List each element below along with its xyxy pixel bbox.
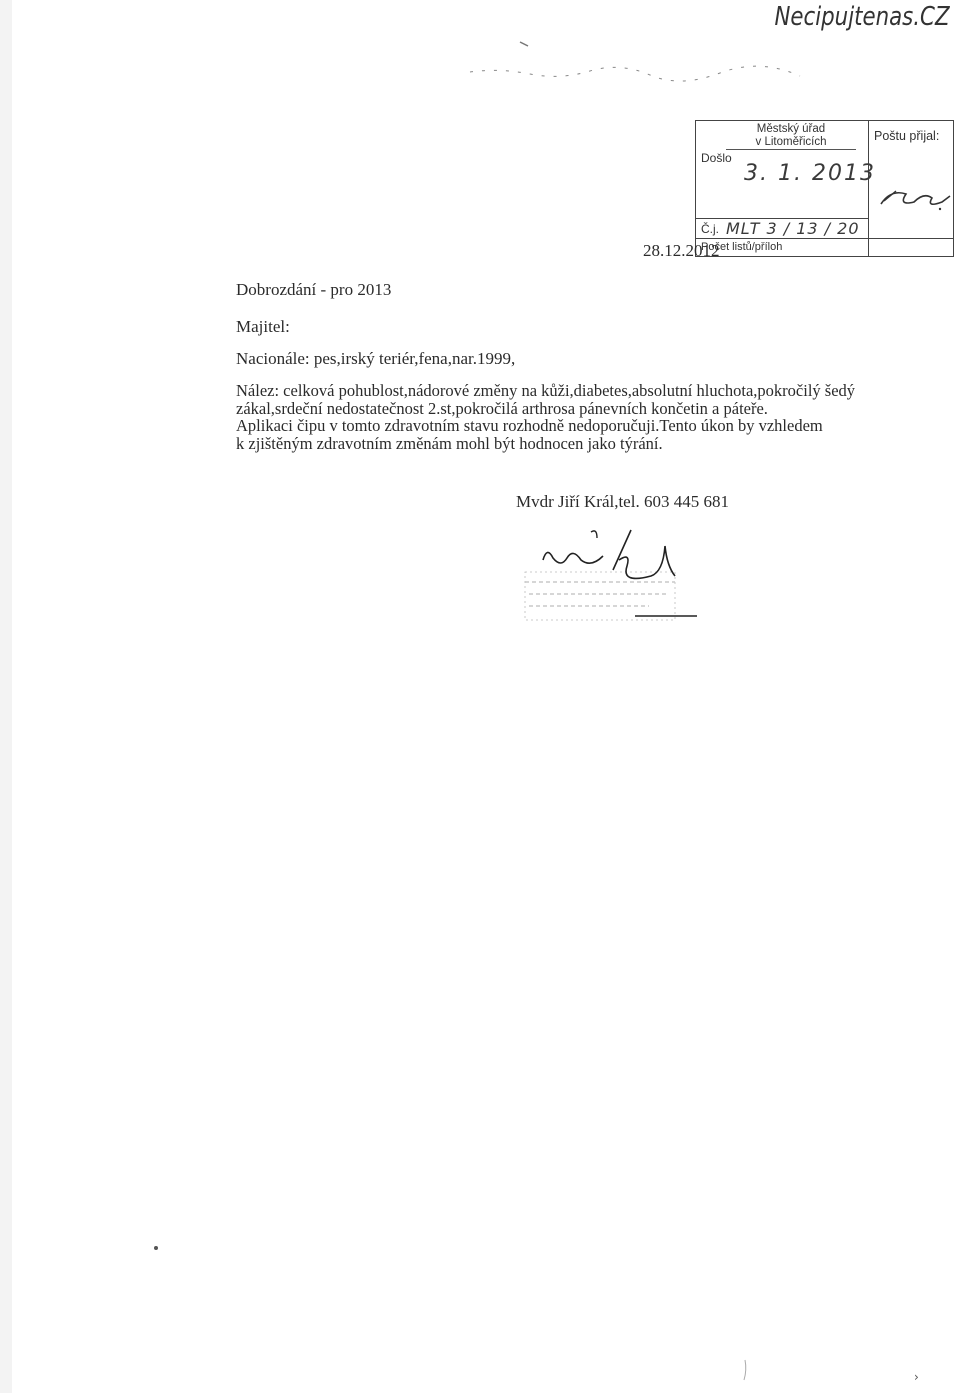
findings-paragraph bbox=[236, 382, 855, 452]
attachments-label: Počet listů/příloh bbox=[701, 241, 783, 253]
reference-number: MLT 3 / 13 / 20 bbox=[726, 219, 860, 238]
findings-line: Aplikaci čipu v tomto zdravotním stavu rozhodně nedoporučuji.Tento úkon by vzhledem bbox=[236, 416, 823, 435]
postman-label: Poštu přijal: bbox=[874, 129, 940, 143]
findings-line: zákal,srdeční nedostatečnost 2.st,pokročilá arthrosa pánevních končetin a páteře. bbox=[236, 398, 768, 418]
postman-signature-icon bbox=[876, 179, 951, 219]
signature-stamp bbox=[515, 520, 715, 630]
received-date: 3. 1. 2013 bbox=[744, 161, 876, 186]
registry-stamp bbox=[695, 120, 954, 257]
findings-line: k zjištěným zdravotním změnám mohl být hodnocen jako týrání. bbox=[236, 433, 663, 453]
reference-label: Č.j. bbox=[701, 222, 719, 236]
office-name: Městský úřad v Litoměřicích bbox=[755, 123, 827, 148]
received-label: Došlo bbox=[701, 151, 732, 165]
owner-label: Majitel: bbox=[236, 317, 290, 336]
svg-text:›: › bbox=[914, 1370, 919, 1384]
animal-details: Nacionále: pes,irský teriér,fena,nar.1999, bbox=[236, 349, 516, 368]
findings-line: Nález: celková pohublost,nádorové změny na kůži,diabetes,absolutní hluchota,pokročilý šedý bbox=[236, 381, 856, 400]
document-title: Dobrozdání - pro 2013 bbox=[236, 280, 392, 299]
veterinarian-contact: Mvdr Jiří Král,tel. 603 445 681 bbox=[516, 492, 729, 511]
document-date: 28.12.2012 bbox=[643, 241, 720, 260]
watermark-logo: Necipujtenas.CZ bbox=[774, 2, 950, 32]
